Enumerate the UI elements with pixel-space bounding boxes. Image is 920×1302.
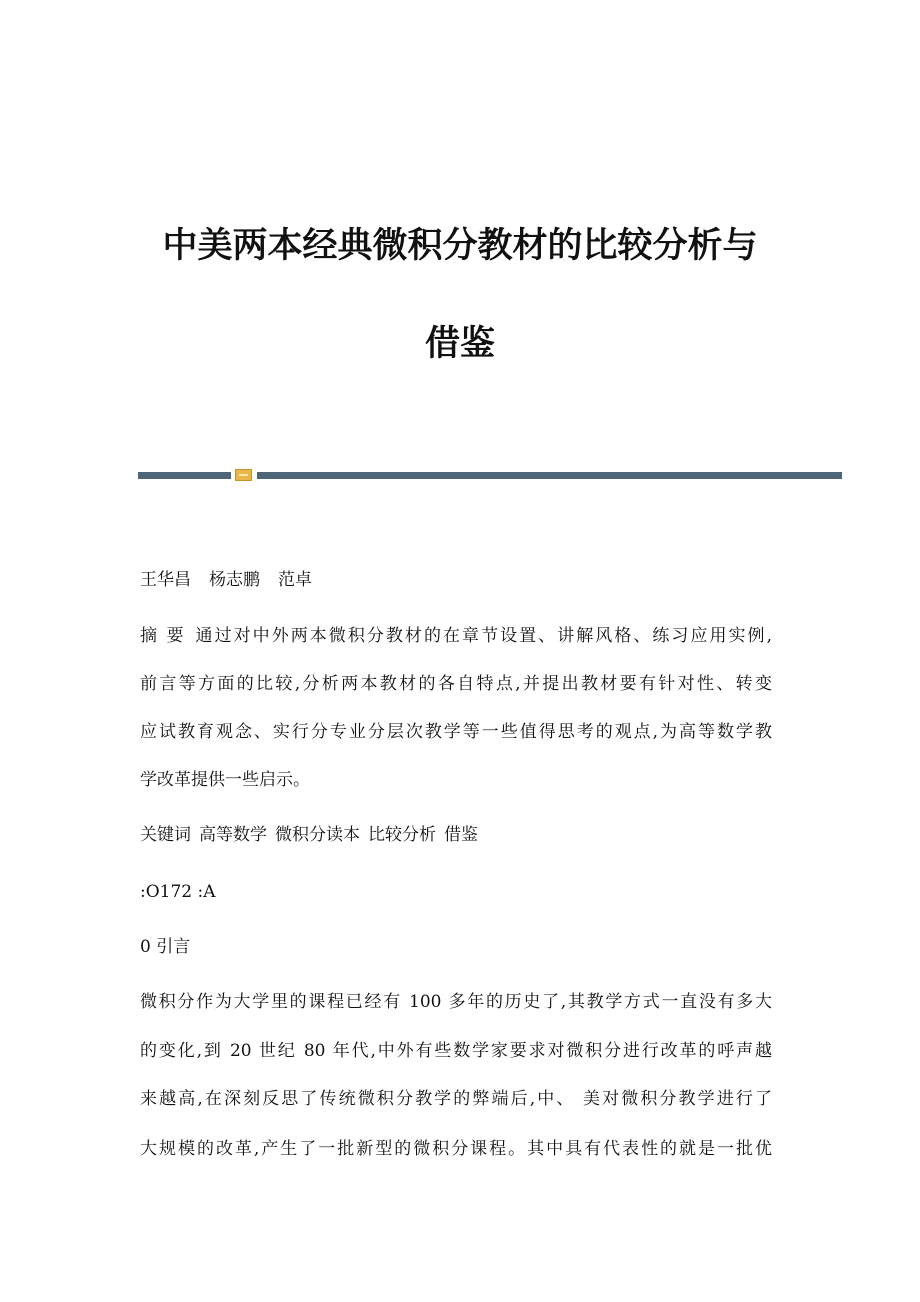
keywords-line bbox=[140, 823, 478, 847]
body-line: 的变化,到 20 世纪 80 年代,中外有些数学家要求对微积分进行改革的呼声越 bbox=[140, 1041, 772, 1061]
divider-badge-icon bbox=[235, 469, 252, 481]
page-title-line-2: 借鉴 bbox=[424, 324, 495, 364]
divider-bar-left bbox=[138, 472, 231, 479]
title-divider bbox=[138, 469, 842, 483]
author-name: 杨志鹏 bbox=[209, 570, 260, 590]
body-line: 微积分作为大学里的课程已经有 100 多年的历史了,其教学方式一直没有多大 bbox=[140, 992, 772, 1012]
keyword-item: 比较分析 bbox=[368, 825, 436, 845]
divider-bar-right bbox=[257, 472, 842, 479]
keyword-item: 高等数学 bbox=[199, 825, 267, 845]
author-name: 王华昌 bbox=[140, 570, 191, 590]
author-list bbox=[140, 568, 312, 592]
author-name: 范卓 bbox=[278, 570, 312, 590]
abstract-text: 通过对中外两本微积分教材的在章节设置、讲解风格、练习应用实例, bbox=[193, 626, 773, 646]
keyword-item: 借鉴 bbox=[444, 825, 478, 845]
body-line: 来越高,在深刻反思了传统微积分教学的弊端后,中、 美对微积分教学进行了 bbox=[140, 1089, 772, 1109]
section-heading: 0 引言 bbox=[140, 937, 191, 957]
page-title-line-1: 中美两本经典微积分教材的比较分析与 bbox=[162, 226, 758, 266]
abstract-line: 前言等方面的比较,分析两本教材的各自特点,并提出教材要有针对性、转变 bbox=[140, 674, 772, 694]
abstract-label: 摘 要 bbox=[140, 626, 186, 646]
abstract-line: 学改革提供一些启示。 bbox=[140, 770, 310, 790]
body-line: 大规模的改革,产生了一批新型的微积分课程。其中具有代表性的就是一批优 bbox=[140, 1139, 772, 1159]
keywords-label: 关键词 bbox=[140, 825, 191, 845]
classification-code: :O172 :A bbox=[140, 882, 216, 902]
keyword-item: 微积分读本 bbox=[275, 825, 360, 845]
abstract-line bbox=[140, 624, 772, 648]
abstract-line: 应试教育观念、实行分专业分层次教学等一些值得思考的观点,为高等数学教 bbox=[140, 722, 772, 742]
